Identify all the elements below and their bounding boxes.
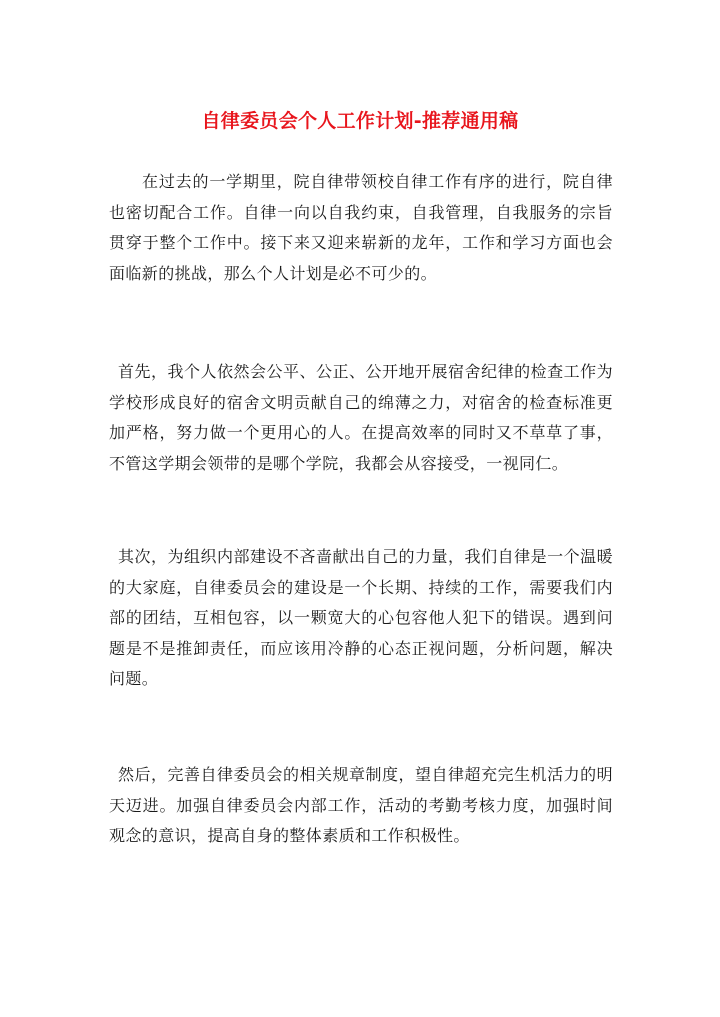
paragraph-second: 其次，为组织内部建设不吝啬献出自己的力量，我们自律是一个温暖的大家庭，自律委员会的建设是一个长期、持续的工作，需要我们内部的团结，互相包容，以一颗宽大的心包容他人犯下的错误。遇到问题是不是推卸责任，而应该用冷静的心态正视问题，分析问题，解决问题。 xyxy=(109,547,613,688)
paragraph-first: 首先，我个人依然会公平、公正、公开地开展宿舍纪律的检查工作为学校形成良好的宿舍文明贡献自己的绵薄之力，对宿舍的检查标准更加严格，努力做一个更用心的人。在提高效率的同时又不草草了事，不管这学期会领带的是哪个学院，我都会从容接受，一视同仁。 xyxy=(109,362,613,473)
paragraph-intro: 在过去的一学期里，院自律带领校自律工作有序的进行，院自律也密切配合工作。自律一向以自我约束，自我管理，自我服务的宗旨贯穿于整个工作中。接下来又迎来崭新的龙年，工作和学习方面也会面临新的挑战，那么个人计划是必不可少的。 xyxy=(109,172,613,283)
paragraph-then: 然后，完善自律委员会的相关规章制度，望自律超充完生机活力的明天迈进。加强自律委员会内部工作，活动的考勤考核力度，加强时间观念的意识，提高自身的整体素质和工作积极性。 xyxy=(109,765,613,845)
document-title: 自律委员会个人工作计划-推荐通用稿 xyxy=(201,109,519,132)
